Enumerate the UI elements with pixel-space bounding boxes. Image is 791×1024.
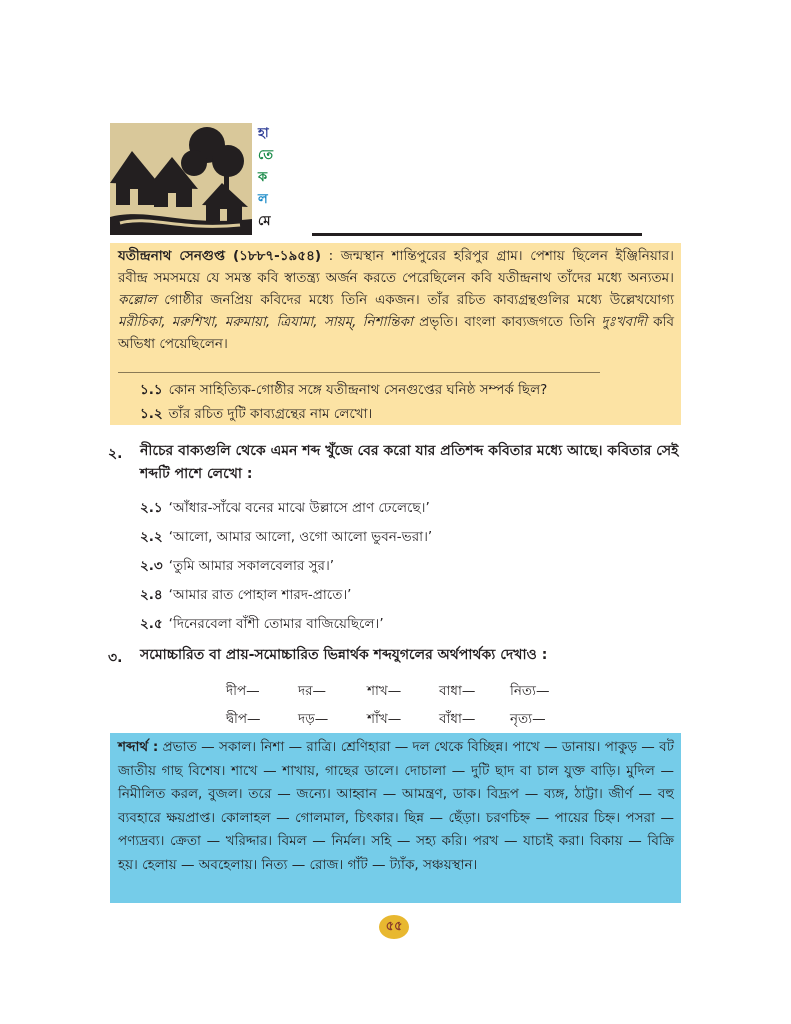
exercise-2-item xyxy=(140,613,384,636)
word-pair-1a: দীপ— xyxy=(226,683,260,699)
title-letter-3: ক xyxy=(258,170,268,185)
word-pair-5b: নৃত্য— xyxy=(510,711,546,727)
item-number: ২.৩ xyxy=(140,558,163,574)
title-letter-4: ল xyxy=(258,192,268,207)
word-pair-1b: দ্বীপ— xyxy=(226,711,261,727)
bio-text-3: প্রভৃতি। বাংলা কাব্যজগতে তিনি xyxy=(412,314,602,330)
word-pair-4a: বাধা— xyxy=(439,683,476,699)
word-pair-4b: বাঁধা— xyxy=(439,711,476,727)
bio-text-2: গোষ্ঠীর জনপ্রিয় কবিদের মধ্যে তিনি একজন। তাঁর রচিত কাব্যগ্রন্থগুলির মধ্যে উল্লেখযোগ্য xyxy=(156,292,674,308)
question-number: ১.২ xyxy=(140,406,163,422)
bio-dukhabadi: দুঃখবাদী xyxy=(601,314,647,330)
glossary-paragraph xyxy=(118,736,674,877)
item-number: ২.১ xyxy=(140,500,163,516)
exercise-2-item xyxy=(140,526,432,549)
question-text: তাঁর রচিত দুটি কাব্যগ্রন্থের নাম লেখো। xyxy=(168,406,373,422)
exercise-3-heading: সমোচ্চারিত বা প্রায়-সমোচ্চারিত ভিন্নার্থক শব্দযুগলের অর্থপার্থক্য দেখাও : xyxy=(140,647,548,663)
item-number: ২.২ xyxy=(140,529,163,545)
exercise-3-number: ৩. xyxy=(108,650,123,666)
bio-kallol: কল্লোল xyxy=(118,292,157,308)
word-pair-5a: নিত্য— xyxy=(510,683,550,699)
question-1-2 xyxy=(140,404,372,424)
glossary-text: প্রভাত — সকাল। নিশা — রাত্রি। শ্রেণিহারা — দল থেকে বিচ্ছিন্ন। পাখে — ডানায়। পাকুড় — বট জাতীয় গাছ বিশেষ। শাখে — শাখায়, গাছের ডালে। দোচালা — দুটি ছাদ বা চাল যুক্ত বাড়ি। মুদিল — নিমীলিত করল, বুজল। তরে — জন্যে। আহ্বান — আমন্ত্রণ, ডাক। বিদ্রূপ — ব্যঙ্গ, ঠাট্টা। জীর্ণ — বহু ব্যবহারে ক্ষয়প্রাপ্ত। কোলাহল — গোলমাল, চিৎকার। ছিন্ন — ছেঁড়া। চরণচিহ্ন — পায়ের চিহ্ন। পসরা — পণ্যদ্রব্য। ক্রেতা — খরিদ্দার। বিমল — নির্মল। সহি — সহ্য করি। পরখ — যাচাই করা। বিকায় — বিক্রি হয়। হেলায় — অবহেলায়। নিত্য — রোজ। গাঁট — ট্যাঁক, সঞ্চয়স্থান। xyxy=(118,739,674,873)
title-letter-5: মে xyxy=(258,214,271,229)
item-number: ২.৪ xyxy=(140,587,163,603)
item-text: ‘তুমি আমার সকালবেলার সুর।’ xyxy=(168,558,335,574)
word-pair-2a: দর— xyxy=(298,683,327,699)
exercise-2-item xyxy=(140,584,351,607)
title-letter-2: তে xyxy=(258,148,274,163)
bio-divider xyxy=(118,372,600,373)
exercise-2-heading: নীচের বাক্যগুলি থেকে এমন শব্দ খুঁজে বের করো যার প্রতিশব্দ কবিতার মধ্যে আছে। কবিতার সেই শব্দটি পাশে লেখো : xyxy=(140,443,679,482)
question-number: ১.১ xyxy=(140,382,163,398)
page-number: ৫৫ xyxy=(385,919,403,934)
item-text: ‘আলো, আমার আলো, ওগো আলো ভুবন-ভরা।’ xyxy=(168,529,433,545)
exercise-2-item xyxy=(140,497,430,520)
glossary-title: শব্দার্থ : xyxy=(118,739,159,755)
exercise-2-number: ২. xyxy=(108,446,123,462)
item-text: ‘দিনেরবেলা বাঁশী তোমার বাজিয়েছিলে।’ xyxy=(168,616,384,632)
bio-paragraph xyxy=(118,245,674,355)
exercise-2-item xyxy=(140,555,334,578)
word-pair-3a: শাখ— xyxy=(367,683,402,699)
item-number: ২.৫ xyxy=(140,616,163,632)
hatekalme-logo-image xyxy=(110,123,252,235)
bio-text-1: : জন্মস্থান শান্তিপুরের হরিপুর গ্রাম। পেশায় ছিলেন ইঞ্জিনিয়ার। রবীন্দ্র সমসময়ে যে সমস্ত কবি স্বাতন্ত্র্য অর্জন করতে পেরেছিলেন কবি যতীন্দ্রনাথ তাঁদের মধ্যে অন্যতম। xyxy=(118,248,674,286)
item-text: ‘আমার রাত পোহাল শারদ-প্রাতে।’ xyxy=(168,587,352,603)
word-pair-2b: দড়— xyxy=(298,711,329,727)
title-letter-1: হা xyxy=(258,126,269,141)
question-text: কোন সাহিত্যিক-গোষ্ঠীর সঙ্গে যতীন্দ্রনাথ সেনগুপ্তের ঘনিষ্ঠ সম্পর্ক ছিল? xyxy=(168,382,548,398)
header-rule xyxy=(312,233,642,236)
item-text: ‘আঁধার-সাঁঝে বনের মাঝে উল্লাসে প্রাণ ঢেলেছে।’ xyxy=(168,500,430,516)
bio-works: মরীচিকা, মরুশিখা, মরুমায়া, ত্রিযামা, সায়ম্‌, নিশান্তিকা xyxy=(118,314,413,330)
question-1-1 xyxy=(140,380,547,400)
word-pair-3b: শাঁখ— xyxy=(367,711,402,727)
bio-text-4: কবি অভিধা পেয়েছিলেন। xyxy=(118,314,674,352)
poet-name-dates: যতীন্দ্রনাথ সেনগুপ্ত (১৮৮৭-১৯৫৪) xyxy=(118,248,321,264)
